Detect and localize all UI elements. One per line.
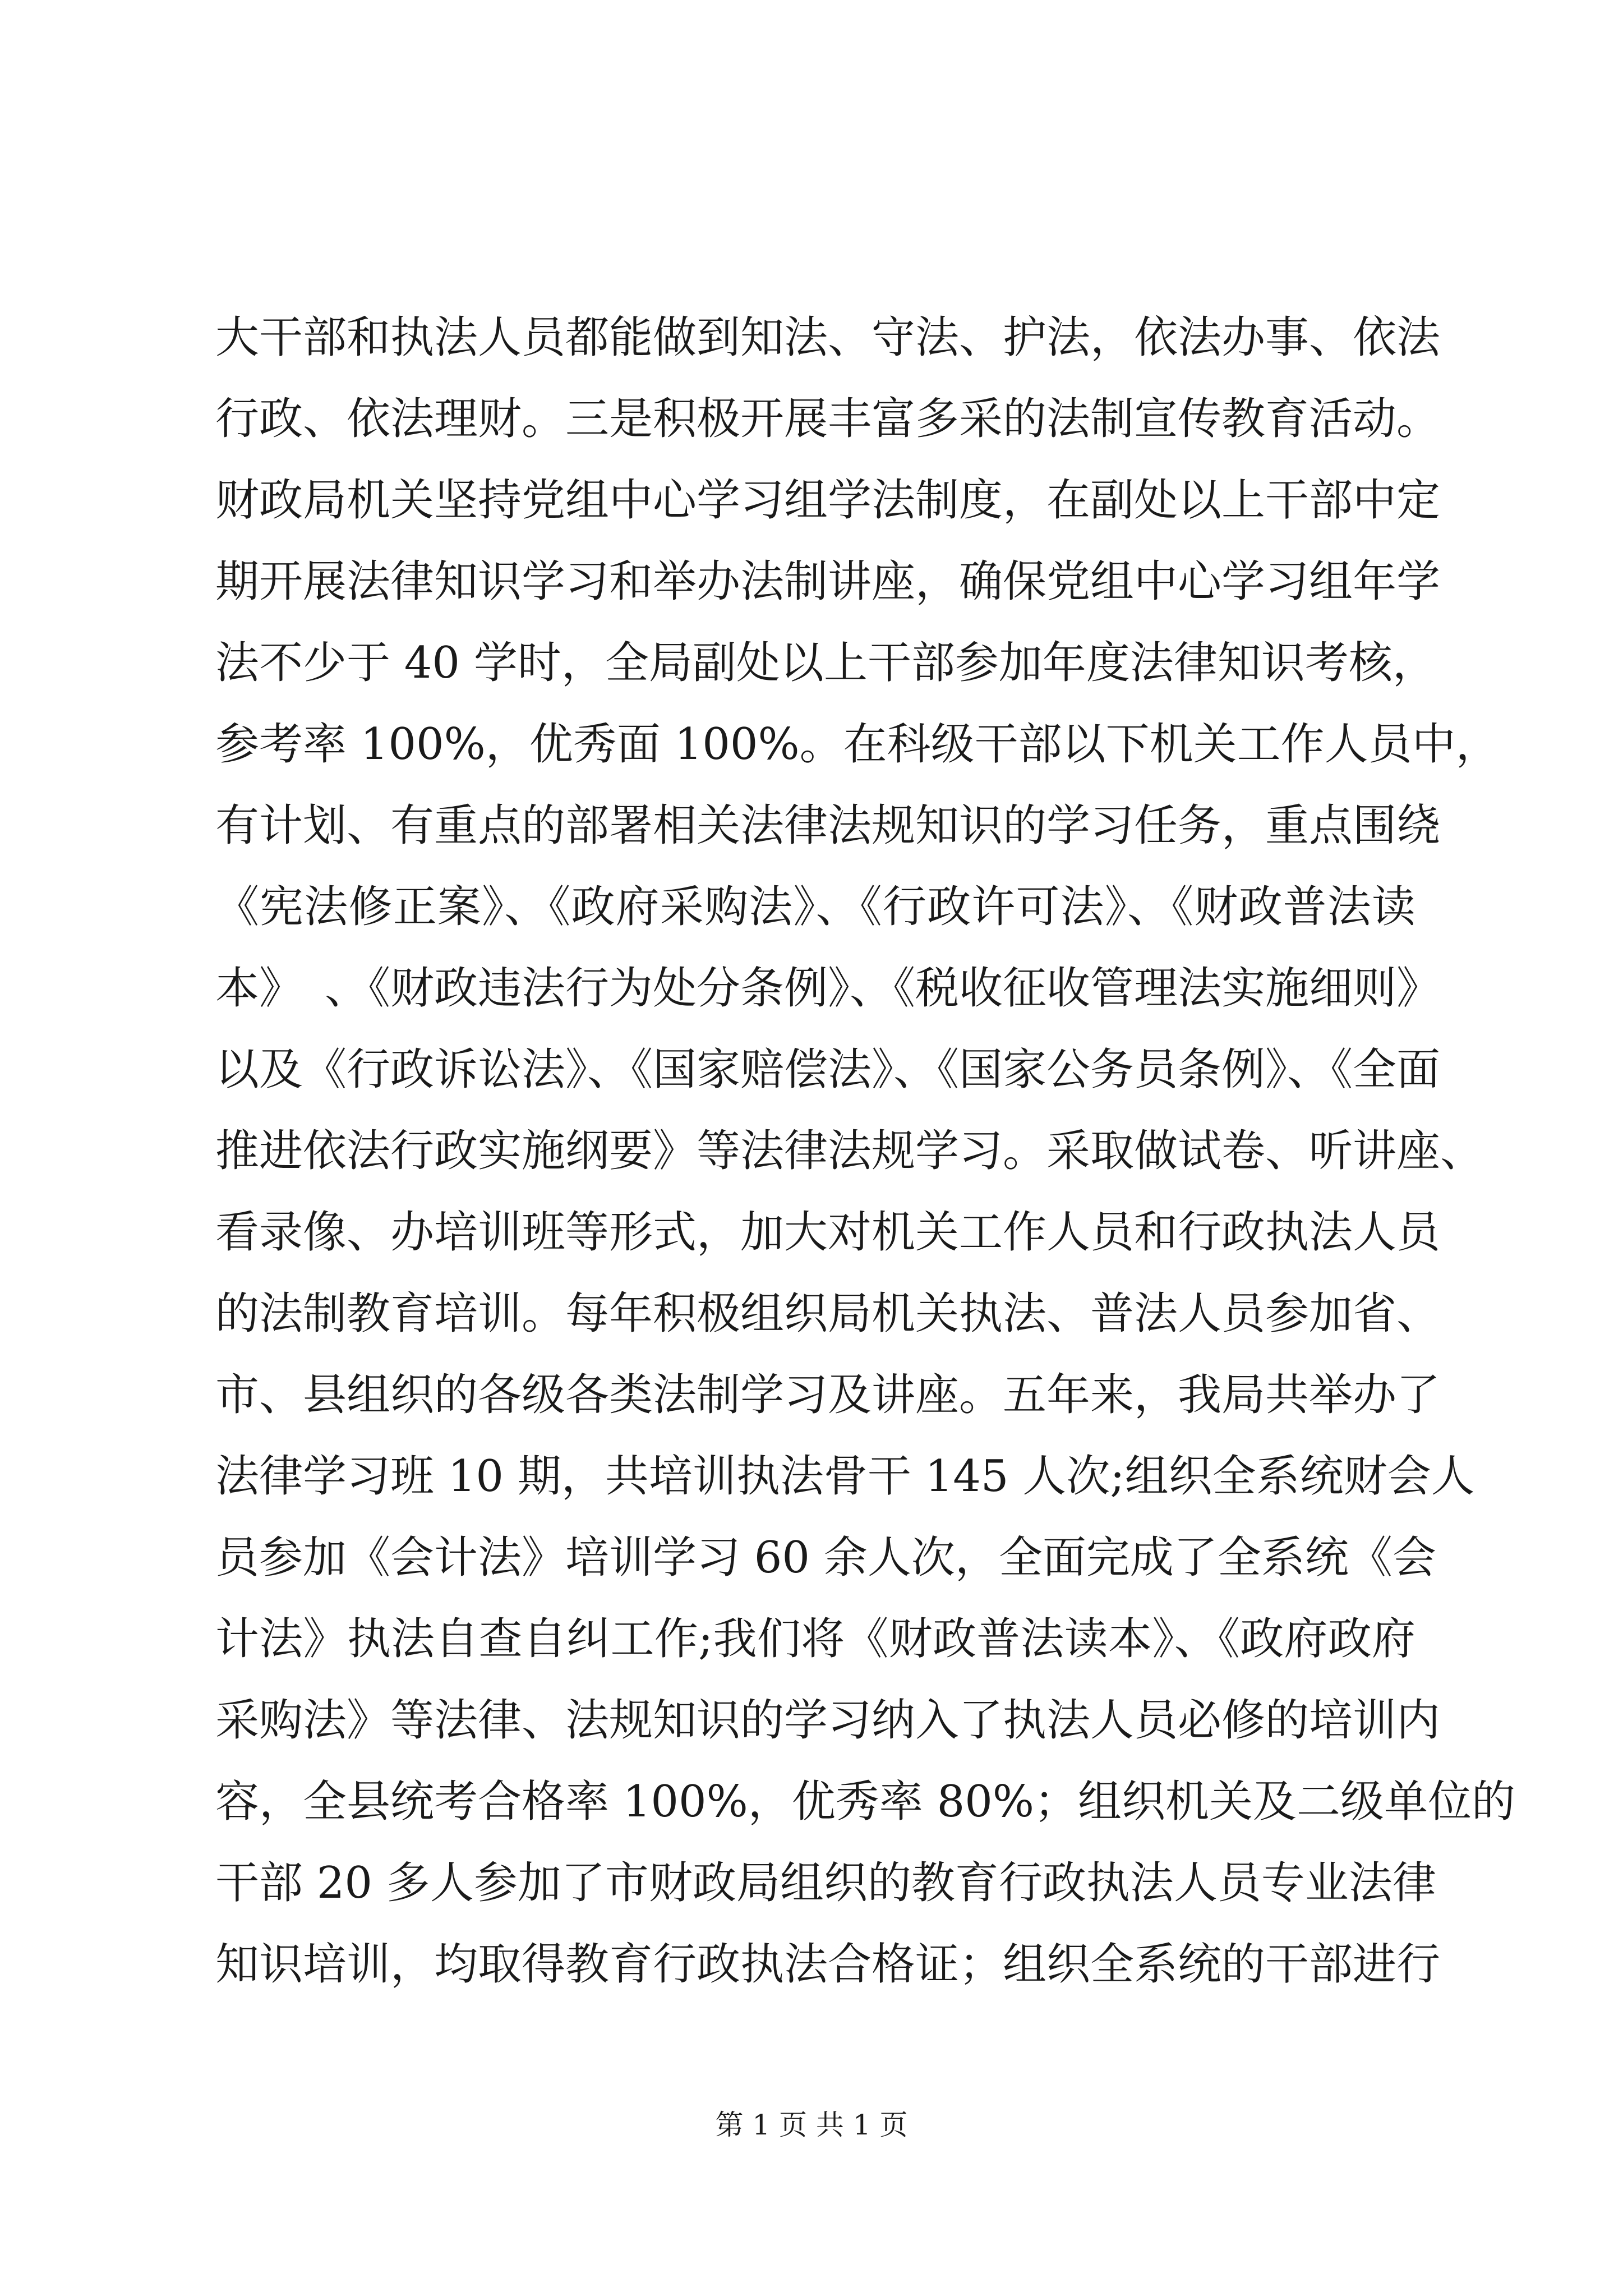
text-line: 推进依法行政实施纲要》等法律法规学习。采取做试卷、听讲座、 (215, 1126, 1484, 1176)
text-line: 参考率 100%，优秀面 100%。在科级干部以下机关工作人员中， (215, 719, 1500, 770)
text-line: 《宪法修正案》、《政府采购法》、《行政许可法》、《财政普法读 (215, 882, 1415, 932)
text-line: 采购法》等法律、法规知识的学习纳入了执法人员必修的培训内 (215, 1695, 1441, 1746)
text-line: 知识培训，均取得教育行政执法合格证；组织全系统的干部进行 (215, 1939, 1441, 1990)
page-footer: 第 1 页 共 1 页 (715, 2109, 908, 2141)
text-line: 员参加《会计法》培训学习 60 余人次，全面完成了全系统《会 (215, 1533, 1436, 1583)
text-line: 的法制教育培训。每年积极组织局机关执法、普法人员参加省、 (215, 1289, 1441, 1339)
text-line: 本》 、《财政违法行为处分条例》、《税收征收管理法实施细则》 (215, 963, 1441, 1014)
text-line: 以及《行政诉讼法》、《国家赔偿法》、《国家公务员条例》、《全面 (215, 1045, 1441, 1095)
text-line: 期开展法律知识学习和举办法制讲座，确保党组中心学习组年学 (215, 556, 1441, 607)
text-line: 容，全县统考合格率 100%，优秀率 80%；组织机关及二级单位的 (215, 1777, 1515, 1827)
text-line: 法不少于 40 学时，全局副处以上干部参加年度法律知识考核， (215, 638, 1436, 688)
text-line: 干部 20 多人参加了市财政局组织的教育行政执法人员专业法律 (215, 1858, 1436, 1908)
text-line: 有计划、有重点的部署相关法律法规知识的学习任务，重点围绕 (215, 800, 1441, 851)
text-line: 财政局机关坚持党组中心学习组学法制度，在副处以上干部中定 (215, 475, 1441, 526)
text-line: 法律学习班 10 期，共培训执法骨干 145 人次;组织全系统财会人 (215, 1451, 1475, 1502)
text-line: 市、县组织的各级各类法制学习及讲座。五年来，我局共举办了 (215, 1370, 1441, 1420)
text-line: 计法》执法自查自纠工作;我们将《财政普法读本》、《政府政府 (215, 1614, 1415, 1664)
text-line: 看录像、办培训班等形式，加大对机关工作人员和行政执法人员 (215, 1207, 1441, 1258)
body-text (215, 297, 1515, 2005)
text-line: 行政、依法理财。三是积极开展丰富多采的法制宣传教育活动。 (215, 394, 1441, 444)
text-line: 大干部和执法人员都能做到知法、守法、护法，依法办事、依法 (215, 312, 1441, 363)
